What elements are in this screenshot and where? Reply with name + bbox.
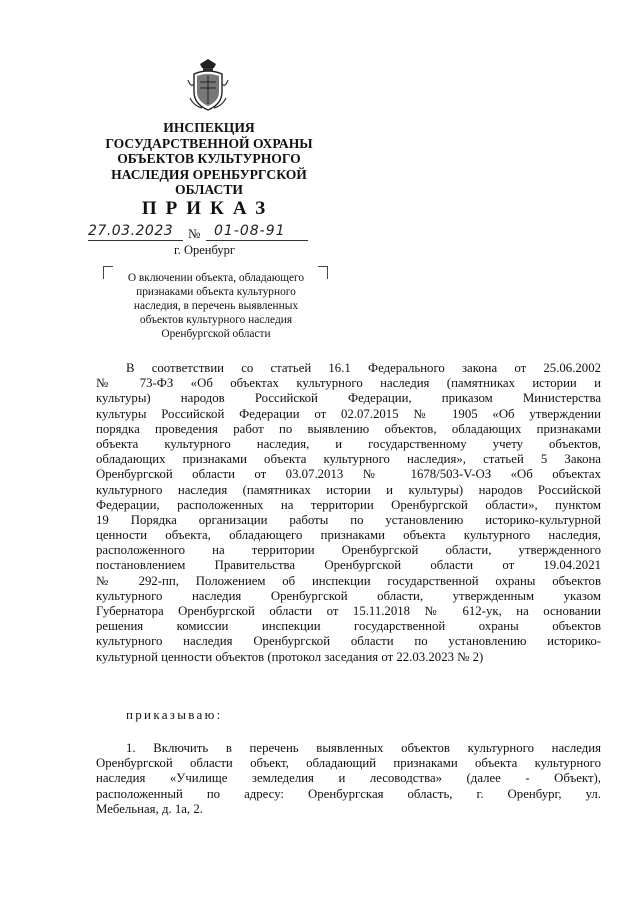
item-line: Мебельная, д. 1а, 2. — [96, 801, 203, 816]
number-underline — [206, 240, 308, 241]
date-number-line — [88, 223, 318, 245]
preamble-paragraph — [96, 361, 601, 665]
item-line: 1. Включить в перечень выявленных объектов культурного наследия — [126, 741, 601, 755]
preamble-line: Федерации, расположенных на территории Оренбургской области», пунктом — [96, 497, 601, 512]
city: г. Оренбург — [174, 243, 235, 257]
item-line: наследия «Училище земледелия и лесоводства» (далее - Объект), — [96, 771, 601, 786]
preamble-line: культурной ценности объектов (протокол заседания от 22.03.2023 № 2) — [96, 649, 484, 664]
preamble-line: обладающих признаками объекта культурного наследия», статьей 5 Закона — [96, 452, 601, 467]
item-line: Оренбургской области объект, обладающий признаками объекта культурного — [96, 756, 601, 771]
preamble-line: Губернатора Оренбургской области от 15.11.2018 № 612-ук, на основании — [96, 604, 601, 618]
preamble-line: 19 Порядка организации работы по установлению историко-культурной — [96, 512, 601, 527]
org-line: ГОСУДАРСТВЕННОЙ ОХРАНЫ — [105, 135, 313, 151]
document-type-title: ПРИКАЗ — [141, 198, 275, 219]
preamble-line: ценности объекта, обладающего признаками объекта культурного наследия, — [96, 528, 601, 543]
preamble-line: расположенного на территории Оренбургской области, утвержденного — [96, 543, 601, 558]
preamble-line: В соответствии со статьей 16.1 Федерального закона от 25.06.2002 — [126, 361, 601, 375]
org-line: ОБЪЕКТОВ КУЛЬТУРНОГО — [117, 151, 301, 166]
preamble-line: порядка проведения работ по выявлению объектов, обладающих признаками — [96, 421, 601, 436]
handwritten-number: 01-08-91 — [214, 223, 286, 239]
date-underline — [88, 240, 183, 241]
preamble-line: культурного наследия Оренбургской области по установлению историко- — [96, 634, 601, 649]
subject-line: Оренбургской области — [161, 328, 271, 340]
preamble-line: № 292-пп, Положением об инспекции государственной охраны объектов — [96, 573, 601, 588]
preamble-line: культурного наследия Оренбургской области, утвержденным указом — [96, 588, 601, 603]
subject-line: объектов культурного наследия — [139, 314, 293, 326]
preamble-line: Оренбургской области от 03.07.2013 № 1678/503-V-ОЗ «Об объектах — [96, 467, 601, 482]
preamble-line: № 73-ФЗ «Об объектах культурного наследия (памятниках истории и — [96, 376, 601, 391]
subject-line: наследия, в перечень выявленных — [133, 300, 299, 312]
org-line: ИНСПЕКЦИЯ — [163, 120, 255, 135]
preamble-line: постановлением Правительства Оренбургской области от 19.04.2021 — [96, 558, 601, 573]
subject-line: О включении объекта, обладающего — [127, 272, 305, 284]
org-line: НАСЛЕДИЯ ОРЕНБУРГСКОЙ — [111, 166, 307, 182]
subject-line: признаками объекта культурного — [136, 286, 296, 298]
org-line: ОБЛАСТИ — [175, 182, 243, 197]
order-item-1 — [96, 741, 601, 817]
number-label: № — [188, 226, 201, 241]
item-line: расположенный по адресу: Оренбургская область, г. Оренбург, ул. — [96, 786, 601, 801]
handwritten-date: 27.03.2023 — [88, 223, 174, 239]
preamble-line: культуры) народов Российской Федерации, приказом Министерства — [96, 391, 601, 406]
preamble-line: культуры Российской Федерации от 02.07.2015 № 1905 «Об утверждении — [96, 406, 601, 421]
preamble-line: решения комиссии инспекции государственной охраны объектов — [96, 619, 601, 634]
coat-of-arms-icon — [186, 58, 230, 114]
order-subject — [100, 271, 332, 341]
preamble-line: объекта культурного наследия, и государственному учету объектов, — [96, 436, 601, 451]
issuing-authority — [100, 120, 318, 198]
order-word: приказываю: — [126, 707, 223, 722]
preamble-line: культурного наследия (памятниках истории и культуры) народов Российской — [96, 482, 601, 497]
